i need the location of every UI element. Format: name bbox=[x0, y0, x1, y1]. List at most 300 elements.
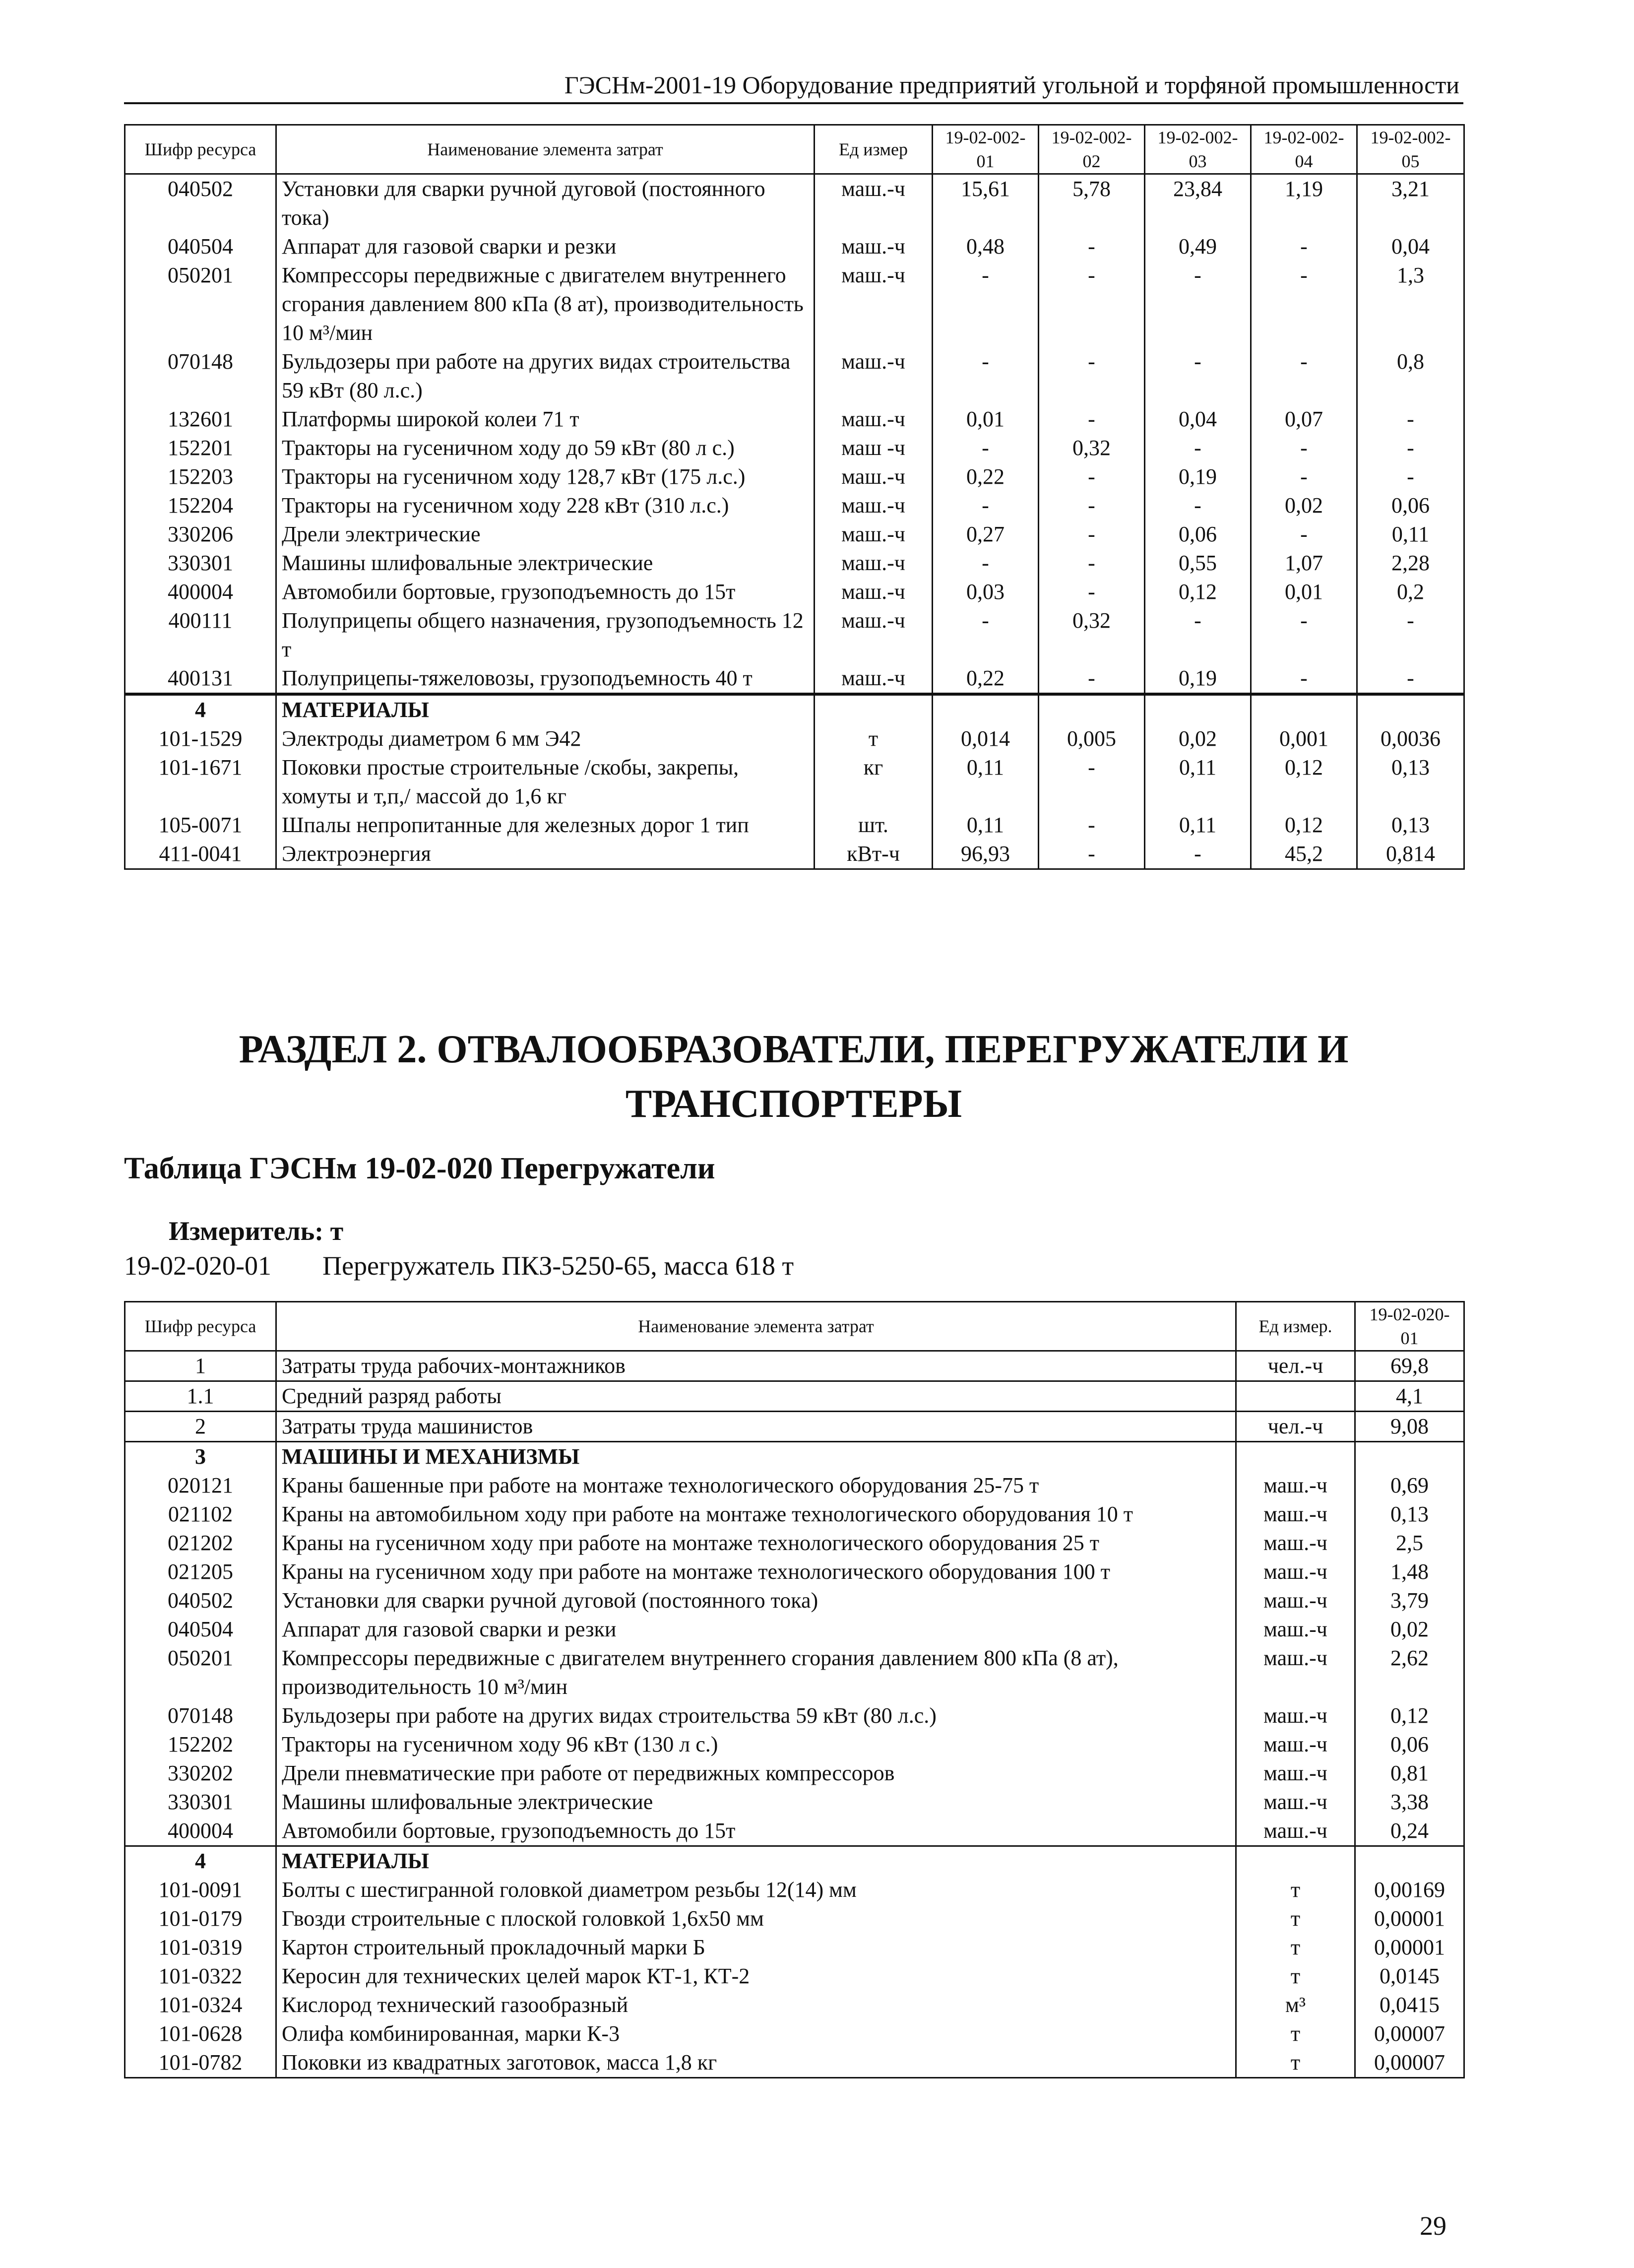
table-row bbox=[125, 1788, 1464, 1816]
section-row-machines bbox=[125, 1442, 1464, 1472]
value-cell: - bbox=[1039, 578, 1145, 606]
resource-name: Автомобили бортовые, грузоподъемность до 15т bbox=[276, 1816, 1236, 1846]
table-row bbox=[125, 434, 1464, 462]
resource-code: 152202 bbox=[125, 1730, 276, 1759]
value-cell: 0,22 bbox=[933, 664, 1039, 694]
value-cell: 0,13 bbox=[1357, 811, 1464, 840]
item-name: Перегружатель ПКЗ-5250-65, масса 618 т bbox=[322, 1251, 794, 1281]
column-header: Шифр ресурса bbox=[125, 125, 276, 174]
value-cell: 0,00007 bbox=[1355, 2019, 1464, 2048]
resource-name: Тракторы на гусеничном ходу 96 кВт (130 л с.) bbox=[276, 1730, 1236, 1759]
table-row bbox=[125, 578, 1464, 606]
column-header: Ед измер. bbox=[1236, 1302, 1355, 1351]
value-cell: 3,79 bbox=[1355, 1586, 1464, 1615]
resource-code: 132601 bbox=[125, 405, 276, 434]
resource-code: 400004 bbox=[125, 1816, 276, 1846]
value-cell: 1,48 bbox=[1355, 1557, 1464, 1586]
value-cell: 23,84 bbox=[1145, 174, 1251, 233]
value-cell: 3,21 bbox=[1357, 174, 1464, 233]
section-code: 4 bbox=[125, 1846, 276, 1876]
table-row bbox=[125, 1471, 1464, 1500]
unit-cell: маш.-ч bbox=[1236, 1759, 1355, 1788]
resource-name: Картон строительный прокладочный марки Б bbox=[276, 1933, 1236, 1962]
value-cell: - bbox=[1251, 434, 1357, 462]
value-cell: 0,0415 bbox=[1355, 1991, 1464, 2019]
table-row bbox=[125, 840, 1464, 869]
resource-name: Тракторы на гусеничном ходу 128,7 кВт (175 л.с.) bbox=[276, 462, 815, 491]
table-row bbox=[125, 1615, 1464, 1644]
value-cell: - bbox=[1357, 462, 1464, 491]
value-cell: - bbox=[1251, 232, 1357, 261]
resource-name: Компрессоры передвижные с двигателем внутреннего сгорания давлением 800 кПа (8 ат), производительность 10 м³/мин bbox=[276, 261, 815, 347]
unit-cell: маш.-ч bbox=[815, 491, 933, 520]
unit-cell: маш.-ч bbox=[815, 664, 933, 694]
table-row bbox=[125, 753, 1464, 811]
resource-name: Краны на гусеничном ходу при работе на монтаже технологического оборудования 25 т bbox=[276, 1529, 1236, 1557]
value-cell: 45,2 bbox=[1251, 840, 1357, 869]
unit-cell: маш.-ч bbox=[1236, 1500, 1355, 1529]
table-row bbox=[125, 724, 1464, 753]
column-header: Шифр ресурса bbox=[125, 1302, 276, 1351]
resource-code: 040504 bbox=[125, 232, 276, 261]
value-cell: - bbox=[1251, 462, 1357, 491]
resource-code: 021202 bbox=[125, 1529, 276, 1557]
unit-cell: маш.-ч bbox=[815, 549, 933, 578]
value-cell: 0,005 bbox=[1039, 724, 1145, 753]
value-cell: 3,38 bbox=[1355, 1788, 1464, 1816]
value-cell: 0,22 bbox=[933, 462, 1039, 491]
table-row bbox=[125, 232, 1464, 261]
value-cell: 0,19 bbox=[1145, 664, 1251, 694]
section-title-line: ТРАНСПОРТЕРЫ bbox=[625, 1082, 962, 1126]
column-header: 19-02-002-04 bbox=[1251, 125, 1357, 174]
unit-cell: чел.-ч bbox=[1236, 1351, 1355, 1381]
empty-cell bbox=[933, 694, 1039, 724]
unit-cell: маш.-ч bbox=[1236, 1557, 1355, 1586]
resource-name: Аппарат для газовой сварки и резки bbox=[276, 232, 815, 261]
resource-name: Краны на гусеничном ходу при работе на монтаже технологического оборудования 100 т bbox=[276, 1557, 1236, 1586]
value-cell: - bbox=[1039, 520, 1145, 549]
resource-name: Дрели электрические bbox=[276, 520, 815, 549]
value-cell: 0,11 bbox=[1145, 753, 1251, 811]
value-cell: - bbox=[1251, 606, 1357, 664]
column-header: Наименование элемента затрат bbox=[276, 125, 815, 174]
value-cell: - bbox=[1039, 405, 1145, 434]
value-cell: - bbox=[933, 347, 1039, 405]
value-cell: 0,814 bbox=[1357, 840, 1464, 869]
unit-cell: т bbox=[1236, 1876, 1355, 1904]
value-cell: - bbox=[933, 434, 1039, 462]
resource-code: 021102 bbox=[125, 1500, 276, 1529]
value-cell: - bbox=[933, 549, 1039, 578]
table-row bbox=[125, 1412, 1464, 1442]
value-cell: 0,32 bbox=[1039, 606, 1145, 664]
resource-code: 152201 bbox=[125, 434, 276, 462]
resource-name: Электроэнергия bbox=[276, 840, 815, 869]
resource-name: Поковки простые строительные /скобы, закрепы, хомуты и т,п,/ массой до 1,6 кг bbox=[276, 753, 815, 811]
resource-code: 2 bbox=[125, 1412, 276, 1442]
unit-cell: маш.-ч bbox=[1236, 1615, 1355, 1644]
value-cell: - bbox=[933, 261, 1039, 347]
empty-cell bbox=[1251, 694, 1357, 724]
table-row bbox=[125, 1701, 1464, 1730]
resource-name: Установки для сварки ручной дуговой (постоянного тока) bbox=[276, 174, 815, 233]
resource-code: 330301 bbox=[125, 549, 276, 578]
value-cell: 0,12 bbox=[1251, 753, 1357, 811]
table-row bbox=[125, 664, 1464, 694]
resource-code: 070148 bbox=[125, 1701, 276, 1730]
value-cell: 0,07 bbox=[1251, 405, 1357, 434]
column-header: 19-02-002-02 bbox=[1039, 125, 1145, 174]
table-row bbox=[125, 2048, 1464, 2078]
value-cell: 0,12 bbox=[1251, 811, 1357, 840]
resource-code: 101-0628 bbox=[125, 2019, 276, 2048]
value-cell: 2,28 bbox=[1357, 549, 1464, 578]
resource-name: Электроды диаметром 6 мм Э42 bbox=[276, 724, 815, 753]
resource-name: Автомобили бортовые, грузоподъемность до 15т bbox=[276, 578, 815, 606]
table-row bbox=[125, 405, 1464, 434]
table-row bbox=[125, 1500, 1464, 1529]
section-row-materials bbox=[125, 1846, 1464, 1876]
resource-code: 050201 bbox=[125, 261, 276, 347]
column-header: 19-02-020-01 bbox=[1355, 1302, 1464, 1351]
value-cell: 0,04 bbox=[1145, 405, 1251, 434]
value-cell: 5,78 bbox=[1039, 174, 1145, 233]
value-cell: 0,12 bbox=[1355, 1701, 1464, 1730]
resource-name: Полуприцепы общего назначения, грузоподъемность 12 т bbox=[276, 606, 815, 664]
resource-name: Машины шлифовальные электрические bbox=[276, 1788, 1236, 1816]
resource-code: 101-0322 bbox=[125, 1962, 276, 1991]
resource-code: 330206 bbox=[125, 520, 276, 549]
table2-header-row bbox=[125, 1302, 1464, 1351]
table-row bbox=[125, 261, 1464, 347]
resource-name: Установки для сварки ручной дуговой (постоянного тока) bbox=[276, 1586, 1236, 1615]
value-cell: 0,27 bbox=[933, 520, 1039, 549]
unit-cell: маш.-ч bbox=[1236, 1788, 1355, 1816]
value-cell: 0,11 bbox=[1145, 811, 1251, 840]
unit-cell: маш.-ч bbox=[1236, 1730, 1355, 1759]
resource-name: Поковки из квадратных заготовок, масса 1,8 кг bbox=[276, 2048, 1236, 2078]
empty-cell bbox=[1357, 694, 1464, 724]
resource-name: Средний разряд работы bbox=[276, 1381, 1236, 1412]
resource-code: 101-0782 bbox=[125, 2048, 276, 2078]
unit-cell: кВт-ч bbox=[815, 840, 933, 869]
value-cell: 0,0036 bbox=[1357, 724, 1464, 753]
unit-cell: т bbox=[1236, 1933, 1355, 1962]
empty-cell bbox=[1236, 1846, 1355, 1876]
unit-cell: маш.-ч bbox=[815, 174, 933, 233]
resource-name: Затраты труда рабочих-монтажников bbox=[276, 1351, 1236, 1381]
table-row bbox=[125, 2019, 1464, 2048]
unit-cell: маш.-ч bbox=[815, 578, 933, 606]
value-cell: 0,06 bbox=[1355, 1730, 1464, 1759]
resource-code: 152203 bbox=[125, 462, 276, 491]
value-cell: 0,00169 bbox=[1355, 1876, 1464, 1904]
table-row bbox=[125, 1962, 1464, 1991]
resource-name: Шпалы непропитанные для железных дорог 1 тип bbox=[276, 811, 815, 840]
resource-code: 021205 bbox=[125, 1557, 276, 1586]
value-cell: 0,06 bbox=[1145, 520, 1251, 549]
value-cell: 0,13 bbox=[1355, 1500, 1464, 1529]
resource-name: Кислород технический газообразный bbox=[276, 1991, 1236, 2019]
value-cell: - bbox=[933, 606, 1039, 664]
column-header: 19-02-002-03 bbox=[1145, 125, 1251, 174]
table-row bbox=[125, 174, 1464, 233]
section-label: МАШИНЫ И МЕХАНИЗМЫ bbox=[276, 1442, 1236, 1472]
value-cell: 0,24 bbox=[1355, 1816, 1464, 1846]
resource-name: Гвозди строительные с плоской головкой 1,6х50 мм bbox=[276, 1904, 1236, 1933]
value-cell: - bbox=[1145, 606, 1251, 664]
value-cell: 96,93 bbox=[933, 840, 1039, 869]
unit-cell: т bbox=[815, 724, 933, 753]
resource-name: Машины шлифовальные электрические bbox=[276, 549, 815, 578]
table-row bbox=[125, 1730, 1464, 1759]
value-cell: - bbox=[933, 491, 1039, 520]
unit-cell: маш.-ч bbox=[815, 261, 933, 347]
unit-cell: маш.-ч bbox=[1236, 1586, 1355, 1615]
value-cell: 0,13 bbox=[1357, 753, 1464, 811]
unit-cell: т bbox=[1236, 2019, 1355, 2048]
table-row bbox=[125, 1351, 1464, 1381]
value-cell: - bbox=[1039, 840, 1145, 869]
value-cell: - bbox=[1039, 462, 1145, 491]
empty-cell bbox=[1355, 1442, 1464, 1472]
resource-code: 040502 bbox=[125, 174, 276, 233]
value-cell: 0,00007 bbox=[1355, 2048, 1464, 2078]
value-cell: 0,00001 bbox=[1355, 1933, 1464, 1962]
unit-cell: маш.-ч bbox=[815, 347, 933, 405]
unit-cell: маш.-ч bbox=[1236, 1529, 1355, 1557]
value-cell: 0,48 bbox=[933, 232, 1039, 261]
resource-code: 101-0091 bbox=[125, 1876, 276, 1904]
resource-table-19-02-020 bbox=[124, 1301, 1465, 2078]
resource-name: Керосин для технических целей марок КТ-1, КТ-2 bbox=[276, 1962, 1236, 1991]
table-row bbox=[125, 1816, 1464, 1846]
table-row bbox=[125, 1644, 1464, 1701]
resource-name: Краны на автомобильном ходу при работе на монтаже технологического оборудования 10 т bbox=[276, 1500, 1236, 1529]
unit-cell: м³ bbox=[1236, 1991, 1355, 2019]
table-row bbox=[125, 1381, 1464, 1412]
value-cell: - bbox=[1251, 664, 1357, 694]
resource-code: 040502 bbox=[125, 1586, 276, 1615]
resource-name: Платформы широкой колеи 71 т bbox=[276, 405, 815, 434]
unit-cell: маш.-ч bbox=[1236, 1701, 1355, 1730]
resource-code: 101-1671 bbox=[125, 753, 276, 811]
header-title: ГЭСНм-2001-19 Оборудование предприятий угольной и торфяной промышленности bbox=[564, 71, 1459, 99]
resource-code: 400131 bbox=[125, 664, 276, 694]
resource-code: 152204 bbox=[125, 491, 276, 520]
value-cell: - bbox=[1145, 434, 1251, 462]
value-cell: 0,01 bbox=[1251, 578, 1357, 606]
resource-name: Бульдозеры при работе на других видах строительства 59 кВт (80 л.с.) bbox=[276, 347, 815, 405]
resource-code: 101-0319 bbox=[125, 1933, 276, 1962]
empty-cell bbox=[1236, 1442, 1355, 1472]
value-cell: - bbox=[1357, 606, 1464, 664]
value-cell: - bbox=[1145, 347, 1251, 405]
resource-table-19-02-002 bbox=[124, 124, 1465, 870]
column-header: 19-02-002-05 bbox=[1357, 125, 1464, 174]
resource-code: 101-1529 bbox=[125, 724, 276, 753]
value-cell: 0,12 bbox=[1145, 578, 1251, 606]
unit-cell: маш.-ч bbox=[1236, 1816, 1355, 1846]
empty-cell bbox=[815, 694, 933, 724]
table-row bbox=[125, 1991, 1464, 2019]
value-cell: 0,19 bbox=[1145, 462, 1251, 491]
item-line bbox=[124, 1250, 794, 1281]
table-row bbox=[125, 491, 1464, 520]
value-cell: 0,01 bbox=[933, 405, 1039, 434]
value-cell: - bbox=[1039, 549, 1145, 578]
value-cell: 9,08 bbox=[1355, 1412, 1464, 1442]
section-title-line: РАЗДЕЛ 2. ОТВАЛООБРАЗОВАТЕЛИ, ПЕРЕГРУЖАТЕЛИ И bbox=[239, 1028, 1349, 1071]
section-code: 4 bbox=[125, 694, 276, 724]
unit-cell: т bbox=[1236, 2048, 1355, 2078]
resource-code: 330202 bbox=[125, 1759, 276, 1788]
value-cell: - bbox=[1039, 753, 1145, 811]
unit-cell: маш.-ч bbox=[815, 520, 933, 549]
resource-code: 105-0071 bbox=[125, 811, 276, 840]
value-cell: 0,11 bbox=[1357, 520, 1464, 549]
value-cell: 0,04 bbox=[1357, 232, 1464, 261]
column-header: Ед измер bbox=[815, 125, 933, 174]
resource-code: 411-0041 bbox=[125, 840, 276, 869]
table-row bbox=[125, 1933, 1464, 1962]
unit-cell: шт. bbox=[815, 811, 933, 840]
resource-name: Болты с шестигранной головкой диаметром резьбы 12(14) мм bbox=[276, 1876, 1236, 1904]
unit-cell: маш -ч bbox=[815, 434, 933, 462]
resource-code: 101-0324 bbox=[125, 1991, 276, 2019]
value-cell: 2,62 bbox=[1355, 1644, 1464, 1701]
section-title bbox=[124, 1022, 1463, 1131]
resource-code: 400111 bbox=[125, 606, 276, 664]
section-code: 3 bbox=[125, 1442, 276, 1472]
table-row bbox=[125, 606, 1464, 664]
value-cell: 1,07 bbox=[1251, 549, 1357, 578]
unit-cell bbox=[1236, 1381, 1355, 1412]
value-cell: - bbox=[1251, 520, 1357, 549]
value-cell: 0,81 bbox=[1355, 1759, 1464, 1788]
measure-unit: Измеритель: т bbox=[169, 1216, 344, 1246]
resource-name: Тракторы на гусеничном ходу 228 кВт (310 л.с.) bbox=[276, 491, 815, 520]
value-cell: - bbox=[1039, 664, 1145, 694]
unit-cell: маш.-ч bbox=[815, 232, 933, 261]
resource-code: 050201 bbox=[125, 1644, 276, 1701]
unit-cell: маш.-ч bbox=[815, 606, 933, 664]
value-cell: 0,11 bbox=[933, 811, 1039, 840]
unit-cell: маш.-ч bbox=[815, 462, 933, 491]
value-cell: 0,49 bbox=[1145, 232, 1251, 261]
resource-name: Аппарат для газовой сварки и резки bbox=[276, 1615, 1236, 1644]
value-cell: 69,8 bbox=[1355, 1351, 1464, 1381]
value-cell: 0,02 bbox=[1145, 724, 1251, 753]
resource-code: 1 bbox=[125, 1351, 276, 1381]
value-cell: - bbox=[1145, 840, 1251, 869]
table-row bbox=[125, 1586, 1464, 1615]
resource-code: 330301 bbox=[125, 1788, 276, 1816]
table-row bbox=[125, 549, 1464, 578]
value-cell: - bbox=[1039, 261, 1145, 347]
value-cell: 1,3 bbox=[1357, 261, 1464, 347]
unit-cell: маш.-ч bbox=[1236, 1644, 1355, 1701]
value-cell: 0,001 bbox=[1251, 724, 1357, 753]
value-cell: - bbox=[1039, 491, 1145, 520]
table1-header-row bbox=[125, 125, 1464, 174]
unit-cell: т bbox=[1236, 1904, 1355, 1933]
table-row bbox=[125, 811, 1464, 840]
resource-name: Затраты труда машинистов bbox=[276, 1412, 1236, 1442]
value-cell: - bbox=[1145, 491, 1251, 520]
value-cell: 0,0145 bbox=[1355, 1962, 1464, 1991]
running-header bbox=[124, 68, 1463, 104]
value-cell: 0,32 bbox=[1039, 434, 1145, 462]
resource-code: 101-0179 bbox=[125, 1904, 276, 1933]
value-cell: 0,55 bbox=[1145, 549, 1251, 578]
table-row bbox=[125, 520, 1464, 549]
resource-code: 020121 bbox=[125, 1471, 276, 1500]
value-cell: 0,06 bbox=[1357, 491, 1464, 520]
value-cell: - bbox=[1039, 347, 1145, 405]
resource-name: Тракторы на гусеничном ходу до 59 кВт (80 л с.) bbox=[276, 434, 815, 462]
value-cell: - bbox=[1039, 811, 1145, 840]
resource-code: 1.1 bbox=[125, 1381, 276, 1412]
value-cell: 0,00001 bbox=[1355, 1904, 1464, 1933]
unit-cell: т bbox=[1236, 1962, 1355, 1991]
unit-cell: кг bbox=[815, 753, 933, 811]
unit-cell: маш.-ч bbox=[1236, 1471, 1355, 1500]
table-row bbox=[125, 1529, 1464, 1557]
resource-name: Дрели пневматические при работе от передвижных компрессоров bbox=[276, 1759, 1236, 1788]
table-row bbox=[125, 462, 1464, 491]
empty-cell bbox=[1355, 1846, 1464, 1876]
value-cell: 0,2 bbox=[1357, 578, 1464, 606]
resource-code: 040504 bbox=[125, 1615, 276, 1644]
resource-name: Бульдозеры при работе на других видах строительства 59 кВт (80 л.с.) bbox=[276, 1701, 1236, 1730]
value-cell: 0,8 bbox=[1357, 347, 1464, 405]
value-cell: - bbox=[1251, 347, 1357, 405]
section-label: МАТЕРИАЛЫ bbox=[276, 1846, 1236, 1876]
value-cell: - bbox=[1357, 664, 1464, 694]
value-cell: 4,1 bbox=[1355, 1381, 1464, 1412]
page-number: 29 bbox=[1420, 2211, 1446, 2241]
value-cell: 0,11 bbox=[933, 753, 1039, 811]
unit-cell: чел.-ч bbox=[1236, 1412, 1355, 1442]
table-row bbox=[125, 1876, 1464, 1904]
empty-cell bbox=[1145, 694, 1251, 724]
value-cell: 2,5 bbox=[1355, 1529, 1464, 1557]
resource-name: Полуприцепы-тяжеловозы, грузоподъемность 40 т bbox=[276, 664, 815, 694]
table-row bbox=[125, 1904, 1464, 1933]
section-row-materials bbox=[125, 694, 1464, 724]
value-cell: 0,03 bbox=[933, 578, 1039, 606]
item-code: 19-02-020-01 bbox=[124, 1251, 271, 1281]
value-cell: 15,61 bbox=[933, 174, 1039, 233]
resource-code: 070148 bbox=[125, 347, 276, 405]
resource-name: Краны башенные при работе на монтаже технологического оборудования 25-75 т bbox=[276, 1471, 1236, 1500]
value-cell: 0,69 bbox=[1355, 1471, 1464, 1500]
table-row bbox=[125, 347, 1464, 405]
table-row bbox=[125, 1759, 1464, 1788]
value-cell: 0,02 bbox=[1251, 491, 1357, 520]
resource-name: Олифа комбинированная, марки К-3 bbox=[276, 2019, 1236, 2048]
value-cell: 0,014 bbox=[933, 724, 1039, 753]
unit-cell: маш.-ч bbox=[815, 405, 933, 434]
value-cell: - bbox=[1251, 261, 1357, 347]
value-cell: - bbox=[1357, 434, 1464, 462]
resource-name: Компрессоры передвижные с двигателем внутреннего сгорания давлением 800 кПа (8 ат), производительность 10 м³/мин bbox=[276, 1644, 1236, 1701]
value-cell: 0,02 bbox=[1355, 1615, 1464, 1644]
table-title: Таблица ГЭСНм 19-02-020 Перегружатели bbox=[124, 1152, 715, 1185]
column-header: 19-02-002-01 bbox=[933, 125, 1039, 174]
